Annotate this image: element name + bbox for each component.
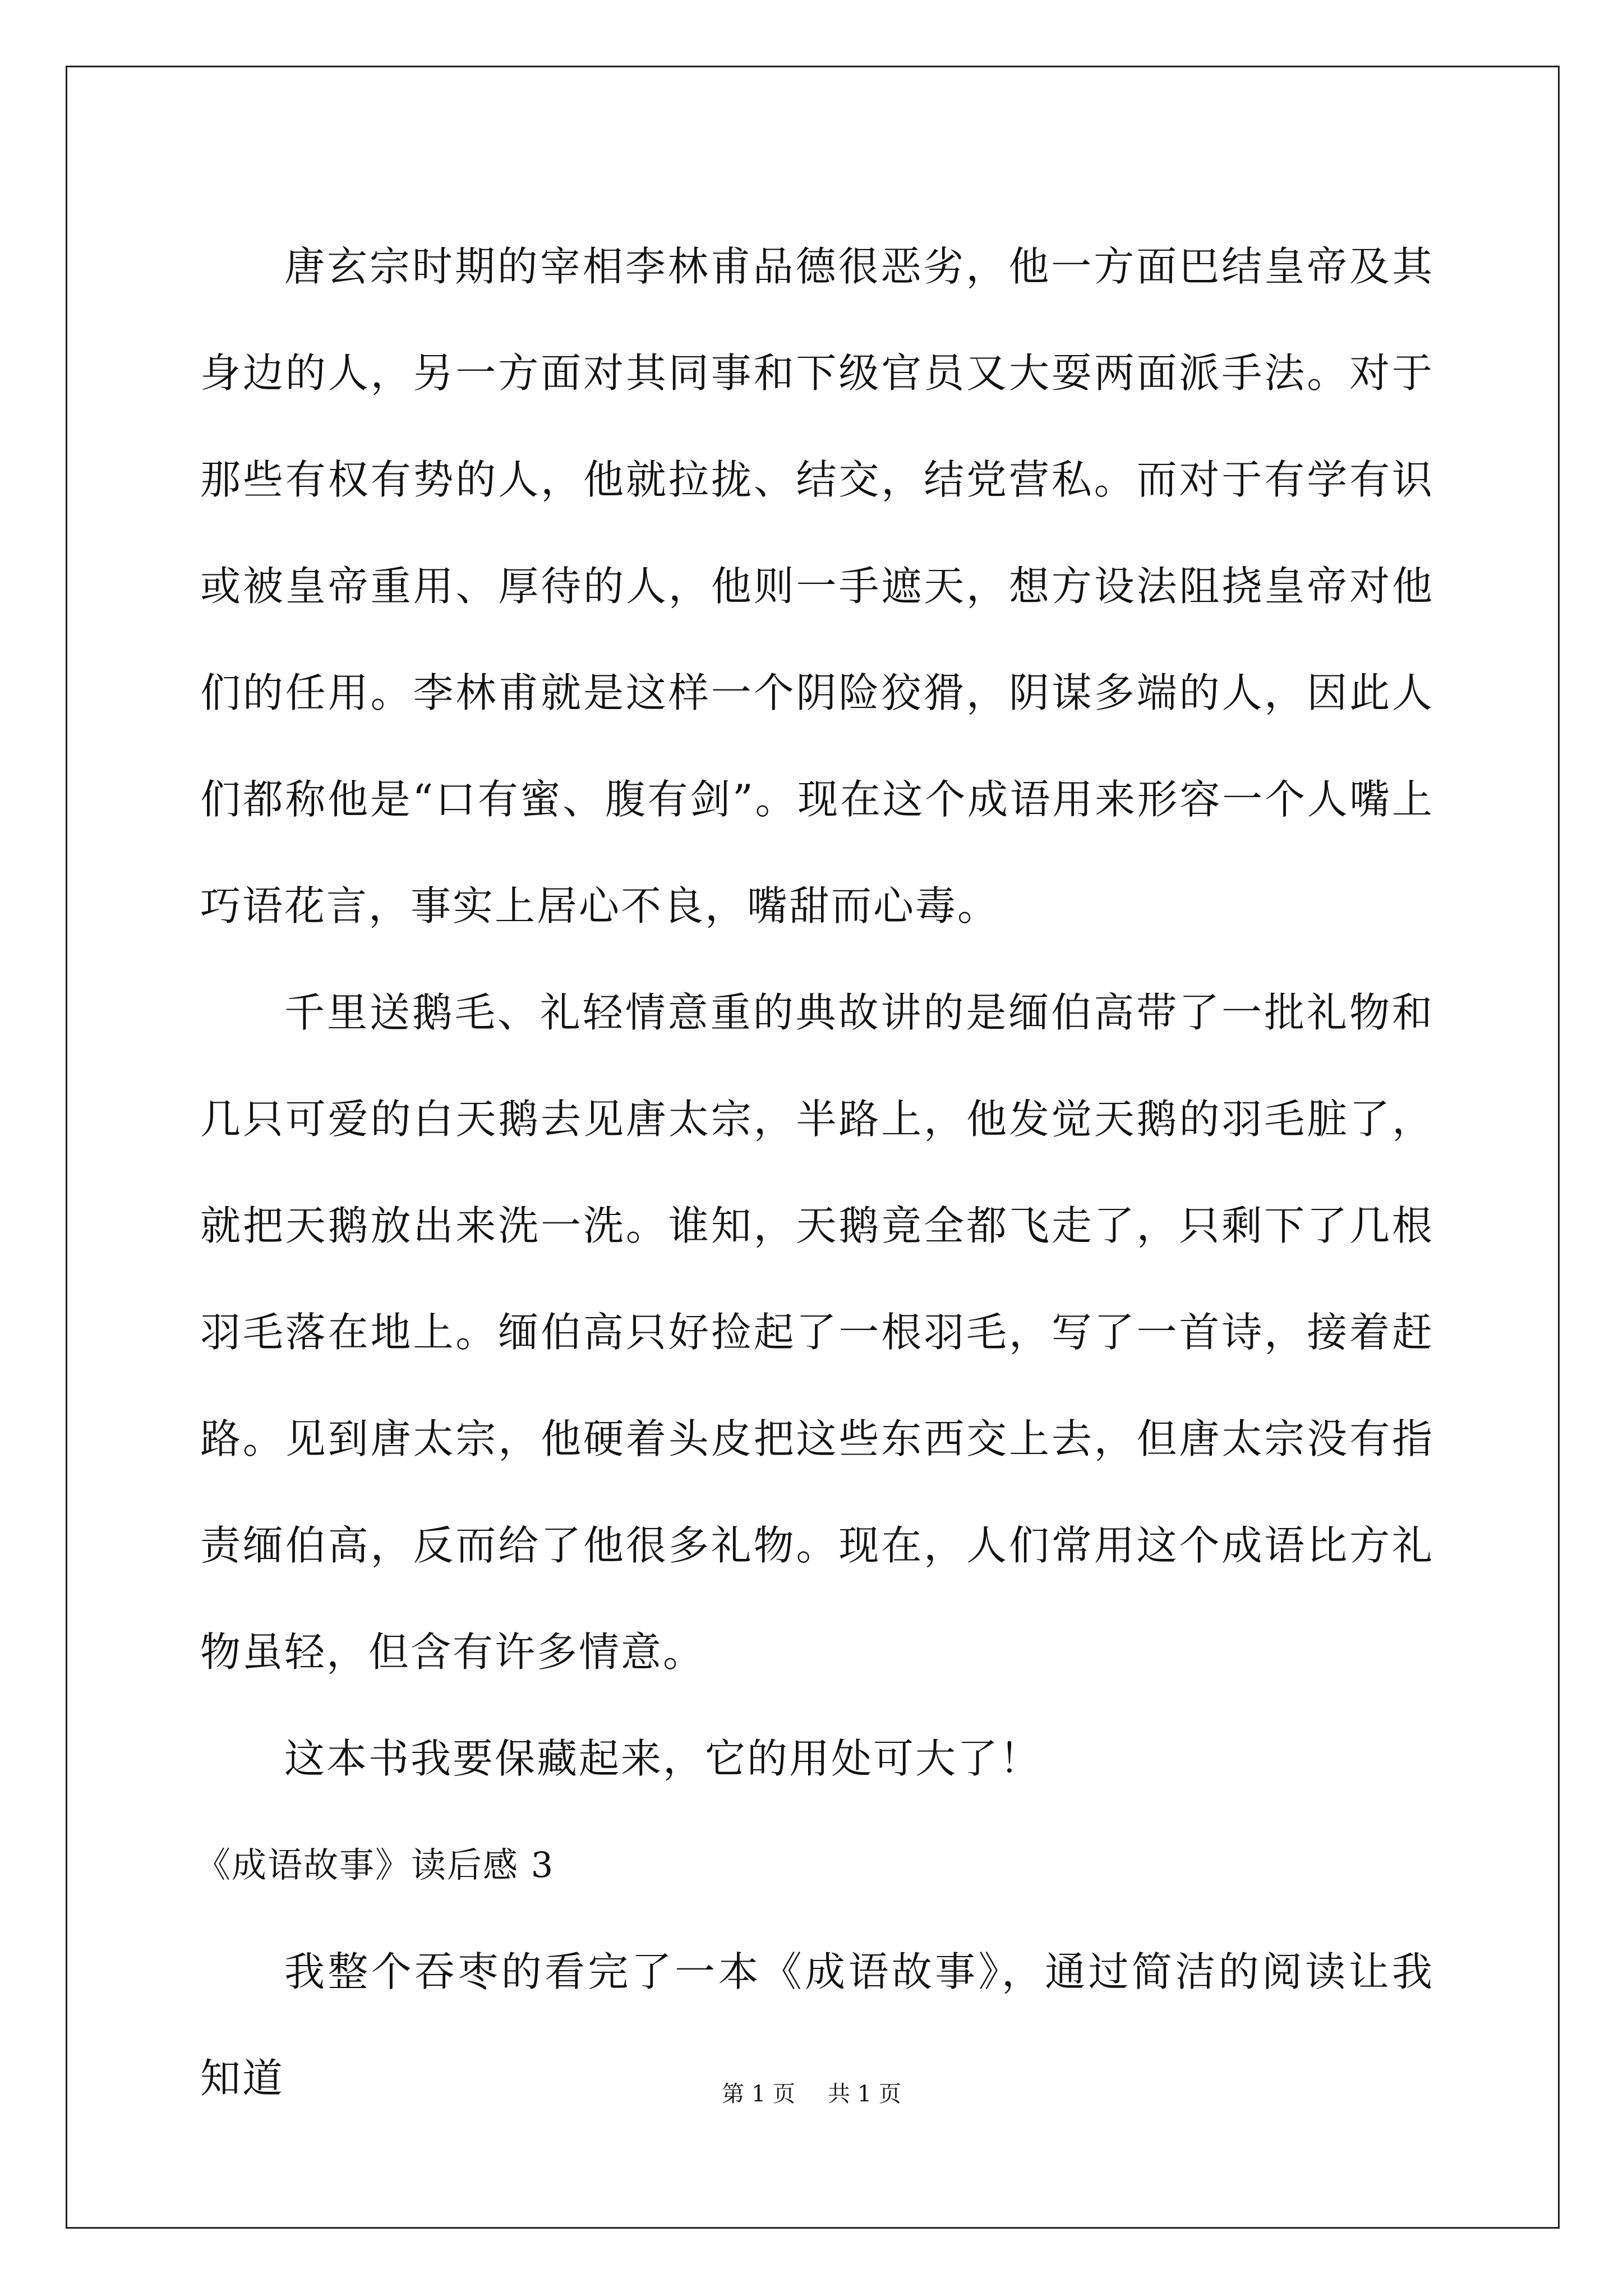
page-number-current: 第 1 页 (722, 2081, 795, 2107)
paragraph-goose-feather: 千里送鹅毛、礼轻情意重的典故讲的是缅伯高带了一批礼物和几只可爱的白天鹅去见唐太宗，半路上，他发觉天鹅的羽毛脏了，就把天鹅放出来洗一洗。谁知，天鹅竟全都飞走了，只剩下了几根羽毛落在地上。缅伯高只好捡起了一根羽毛，写了一首诗，接着赶路。见到唐太宗，他硬着头皮把这些东西交上去，但唐太宗没有指责缅伯高，反而给了他很多礼物。现在，人们常用这个成语比方礼物虽轻，但含有许多情意。 (200, 989, 1434, 1676)
paragraph-li-linfu: 唐玄宗时期的宰相李林甫品德很恶劣，他一方面巴结皇帝及其身边的人，另一方面对其同事和下级官员又大耍两面派手法。对于那些有权有势的人，他就拉拢、结交，结党营私。而对于有学有识或被皇帝重用、厚待的人，他则一手遮天，想方设法阻挠皇帝对他们的任用。李林甫就是这样一个阴险狡猾，阴谋多端的人，因此人们都称他是“口有蜜、腹有剑”。现在这个成语用来形容一个人嘴上巧语花言，事实上居心不良，嘴甜而心毒。 (200, 243, 1434, 930)
paragraph-closing: 我整个吞枣的看完了一本《成语故事》，通过简洁的阅读让我知道 (200, 1948, 1434, 2102)
section-heading: 《成语故事》读后感 3 (196, 1844, 555, 1885)
document-body (196, 213, 1434, 2132)
paragraph-keep-book: 这本书我要保藏起来，它的用处可大了！ (284, 1735, 1042, 1782)
page-footer (0, 2080, 1623, 2108)
page-number-total: 共 1 页 (828, 2081, 901, 2107)
